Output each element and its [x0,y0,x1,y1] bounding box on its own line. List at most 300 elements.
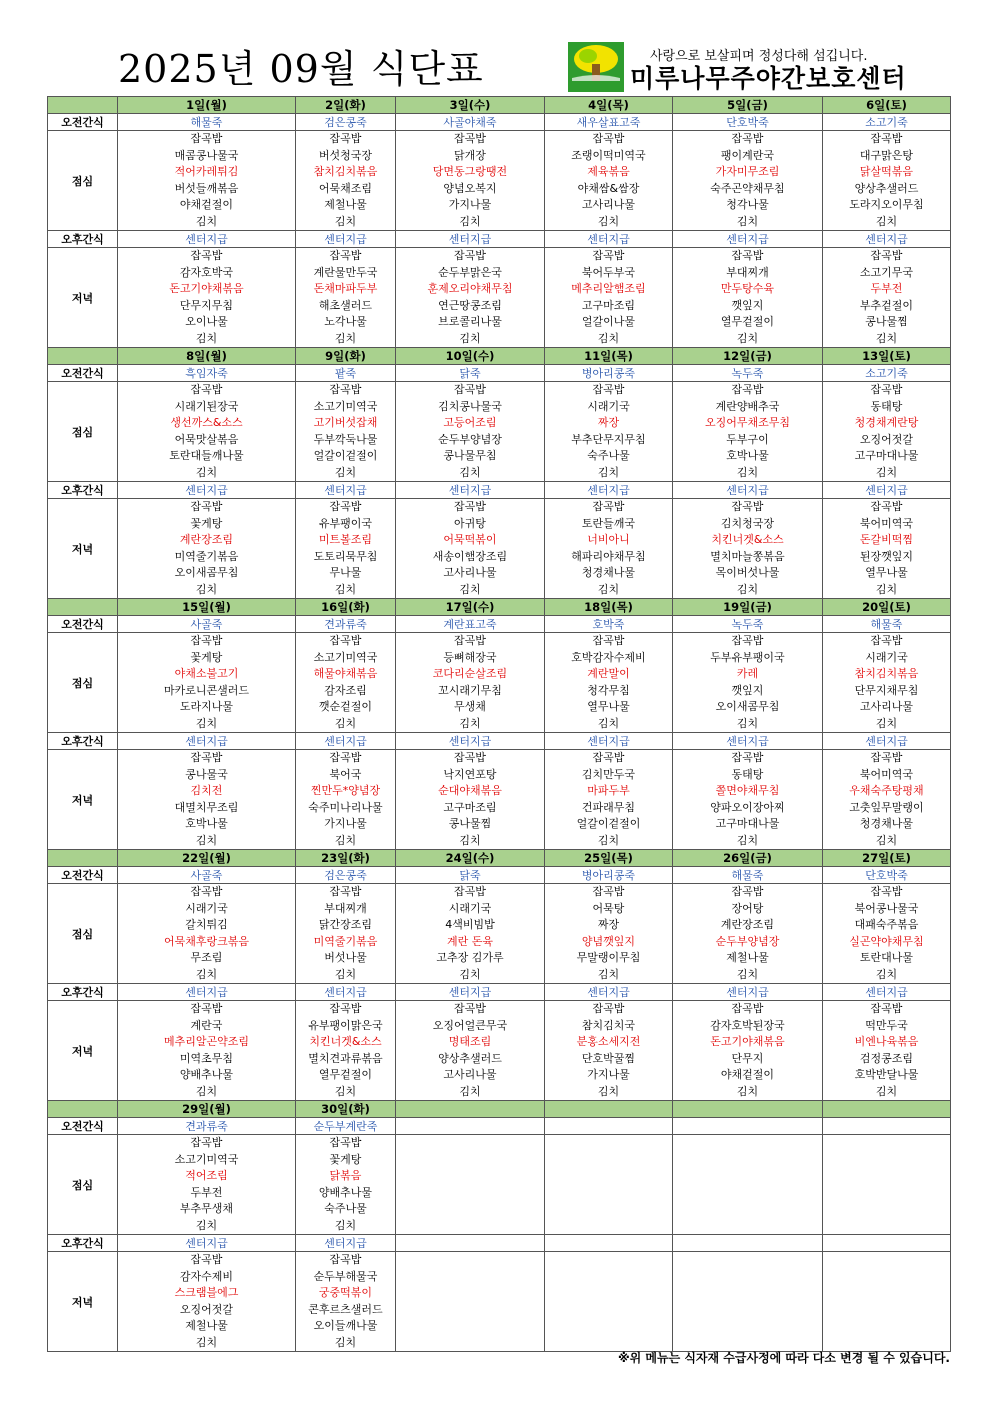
menu-item: 고구마조림 [443,800,497,814]
snack-cell: 사골죽 [118,616,296,633]
snack-cell: 센터지급 [296,231,396,248]
meal-cell [118,248,296,348]
menu-item: 훈제오리야채무침 [427,282,513,295]
menu-item: 잡곡밥 [329,634,362,647]
menu-item [823,1285,950,1302]
meal-cell [823,1001,951,1101]
date-cell: 20일(토) [823,599,951,616]
menu-item: 야채쌈&쌈장 [577,181,640,195]
menu-item [396,1201,544,1218]
menu-item: 김치 [334,465,357,479]
menu-item: 잡곡밥 [190,383,223,396]
lunch-row-label: 점심 [48,633,118,733]
menu-item: 잡곡밥 [454,1002,486,1015]
menu-item: 감자수제비 [179,1269,234,1283]
menu-item: 검정콩조림 [859,1051,914,1065]
snack-cell: 센터지급 [118,482,296,499]
menu-item [823,1152,950,1169]
menu-item: 잡곡밥 [454,751,486,764]
menu-item: 제육볶음 [587,165,630,178]
snack-cell: 센터지급 [673,984,823,1001]
snack-cell: 흑임자죽 [118,365,296,382]
menu-item: 김치 [334,582,357,596]
menu-item: 순대야채볶음 [438,784,502,797]
menu-item: 잡곡밥 [329,1136,362,1149]
menu-item: 김치 [597,465,620,479]
menu-item: 김치 [195,465,218,479]
menu-item: 4색비빔밥 [445,918,495,931]
morning-snack-row-label: 오전간식 [48,867,118,884]
menu-item: 김치 [875,465,898,479]
meal-cell [673,633,823,733]
date-row-corner [48,97,118,114]
menu-item: 김치전 [190,784,223,797]
morning-snack-row-label: 오전간식 [48,1118,118,1135]
page-title: 2025년 09월 식단표 [118,47,484,91]
menu-item: 짜장 [597,918,620,931]
menu-item: 조랭이떡미역국 [571,148,646,162]
menu-item: 너비아니 [587,533,630,546]
date-cell: 8일(월) [118,348,296,365]
menu-item: 시래기국 [587,399,630,413]
menu-item: 꽃게탕 [190,650,223,664]
date-cell [545,1101,673,1118]
snack-cell: 단호박죽 [673,114,823,131]
menu-item: 고등어조림 [443,416,497,429]
menu-item: 단무지무침 [179,298,234,312]
snack-cell: 소고기죽 [823,114,951,131]
meal-cell [396,750,545,850]
menu-item: 김치 [459,1084,481,1098]
menu-item: 잡곡밥 [870,383,903,396]
menu-item: 김치 [459,716,481,730]
menu-item: 잡곡밥 [870,249,903,262]
date-cell: 24일(수) [396,850,545,867]
menu-item: 김치 [736,1084,759,1098]
snack-cell: 센터지급 [396,733,545,750]
menu-item [545,1269,672,1286]
snack-cell: 센터지급 [823,231,951,248]
menu-item: 김치 [597,331,620,345]
meal-cell [296,499,396,599]
meal-cell [823,884,951,984]
snack-cell [545,1118,673,1135]
menu-item: 쫄면야채무침 [715,784,780,797]
menu-item: 잡곡밥 [592,885,625,898]
menu-table [47,96,951,1352]
meal-cell [673,1135,823,1235]
menu-item: 단무지 [731,1051,764,1065]
menu-item: 김치 [334,833,357,847]
menu-item: 갈치튀김 [185,918,228,931]
menu-item: 스크램블에그 [174,1286,239,1299]
afternoon-snack-row-label: 오후간식 [48,482,118,499]
date-cell: 25일(목) [545,850,673,867]
menu-item [823,1218,950,1235]
menu-item: 부추겉절이 [859,298,914,312]
menu-item: 김치 [736,214,759,228]
menu-item [396,1218,544,1235]
menu-item [823,1269,950,1286]
date-cell: 18일(목) [545,599,673,616]
menu-item: 어묵채후랑크볶음 [163,934,249,948]
afternoon-snack-row-label: 오후간식 [48,733,118,750]
morning-snack-row-label: 오전간식 [48,616,118,633]
lunch-row-label: 점심 [48,131,118,231]
menu-item: 팽이계란국 [720,148,775,162]
meal-cell [118,633,296,733]
menu-item: 닭볶음 [329,1169,362,1182]
menu-item: 잡곡밥 [190,249,223,262]
menu-item: 열무겉절이 [720,315,775,328]
dinner-row [48,499,951,599]
menu-item: 유부팽이국 [318,516,373,530]
menu-item: 만두탕수육 [720,282,775,295]
lunch-row [48,131,951,231]
menu-item: 어묵떡볶이 [443,533,497,546]
meal-cell [823,382,951,482]
menu-item: 고구마대나물 [715,817,780,830]
menu-item: 김치 [875,1084,898,1098]
menu-item [545,1285,672,1302]
menu-item: 도라지나물 [179,700,234,713]
snack-cell: 센터지급 [673,231,823,248]
menu-item: 청경채나물 [581,566,636,579]
date-row [48,97,951,114]
menu-item: 김치 [736,582,759,596]
snack-cell: 센터지급 [396,984,545,1001]
menu-item: 도토리묵무침 [313,549,378,563]
morning-snack-row-label: 오전간식 [48,114,118,131]
snack-cell: 검은콩죽 [296,867,396,884]
lunch-row-label: 점심 [48,1135,118,1235]
menu-item: 가자미무조림 [715,165,780,178]
menu-item: 매콤콩나물국 [174,148,239,162]
dinner-row [48,750,951,850]
menu-item [396,1168,544,1185]
snack-cell: 호박죽 [545,616,673,633]
snack-cell [673,1118,823,1135]
menu-item: 동태탕 [870,399,903,413]
slogan: 사랑으로 보살피며 정성다해 섬깁니다. [650,49,868,64]
date-cell: 10일(수) [396,348,545,365]
menu-item: 토란들깨국 [581,516,636,530]
dinner-row [48,248,951,348]
menu-item: 두부구이 [726,432,769,446]
menu-item: 잡곡밥 [329,383,362,396]
menu-item: 김치 [195,1084,218,1098]
snack-cell: 센터지급 [673,733,823,750]
menu-item: 장어탕 [731,901,764,915]
menu-item: 무조림 [190,951,223,964]
snack-cell: 사골죽 [118,867,296,884]
dinner-row [48,1252,951,1352]
menu-item: 두부깍둑나물 [313,432,378,446]
menu-item: 양상추샐러드 [438,1051,502,1065]
meal-cell [545,248,673,348]
menu-item: 고사리나물 [443,1068,497,1081]
meal-cell [396,633,545,733]
menu-item: 숙주나물 [587,449,630,462]
meal-cell [296,633,396,733]
menu-item [673,1302,822,1319]
menu-item: 호박감자수제비 [571,650,646,664]
menu-item: 잡곡밥 [870,132,903,145]
menu-item: 잡곡밥 [731,132,764,145]
snack-cell [396,1235,545,1252]
menu-item: 김치 [459,214,481,228]
date-row [48,1101,951,1118]
menu-item: 김치 [195,1218,218,1232]
snack-cell [545,1235,673,1252]
menu-item: 단호박꿀찜 [581,1051,636,1065]
snack-cell: 해물죽 [823,616,951,633]
date-cell: 11일(목) [545,348,673,365]
date-cell: 6일(토) [823,97,951,114]
menu-item: 미역줄기볶음 [313,934,378,948]
menu-item: 멸치견과류볶음 [308,1051,383,1065]
menu-item: 건파래무침 [581,800,636,814]
menu-item: 열무나물 [865,566,908,579]
menu-item: 계란양배추국 [715,399,780,413]
menu-item: 분홍소세지전 [576,1035,641,1048]
snack-cell: 순두부계란죽 [296,1118,396,1135]
menu-item: 잡곡밥 [870,500,903,513]
menu-item: 김치 [736,833,759,847]
meal-cell [396,1001,545,1101]
menu-item: 잡곡밥 [454,249,486,262]
menu-item: 북어미역국 [859,767,914,781]
menu-item: 궁중떡볶이 [318,1286,373,1299]
menu-item [823,1185,950,1202]
menu-item: 계란장조림 [179,533,234,546]
date-cell: 23일(화) [296,850,396,867]
menu-item: 어묵맛살볶음 [174,432,239,446]
snack-cell: 센터지급 [118,231,296,248]
menu-item: 잡곡밥 [731,500,764,513]
menu-item [545,1135,672,1152]
snack-cell: 센터지급 [545,984,673,1001]
meal-cell [296,884,396,984]
menu-item: 잡곡밥 [190,132,223,145]
snack-cell: 해물죽 [118,114,296,131]
meal-cell [673,750,823,850]
date-cell [823,1101,951,1118]
menu-item: 닭개장 [454,148,486,162]
menu-item: 김치 [195,716,218,730]
menu-item: 잡곡밥 [870,885,903,898]
menu-item: 잡곡밥 [454,634,486,647]
menu-item: 고사리나물 [581,198,636,211]
menu-item: 대패숙주볶음 [854,918,919,931]
menu-item: 잡곡밥 [190,1002,223,1015]
date-cell [396,1101,545,1118]
menu-item: 오이나물 [185,315,228,328]
menu-item: 북어국 [329,767,362,781]
menu-item: 소고기미역국 [313,399,378,413]
menu-item: 잡곡밥 [731,885,764,898]
menu-item: 김치 [875,833,898,847]
menu-item: 제철나물 [185,1319,228,1332]
menu-item: 얼갈이겉절이 [313,449,378,462]
menu-item: 어묵탕 [592,901,625,915]
menu-item: 목이버섯나물 [715,566,780,579]
menu-item: 콩나물무침 [443,449,497,462]
morning-snack-row [48,365,951,382]
menu-item: 등뼈해장국 [443,650,497,664]
afternoon-snack-row-label: 오후간식 [48,231,118,248]
snack-cell: 센터지급 [545,482,673,499]
menu-item: 미역초무침 [179,1051,234,1065]
menu-item: 계란물만두국 [313,265,378,279]
menu-item: 아귀탕 [454,516,486,530]
menu-item: 잡곡밥 [592,249,625,262]
menu-item: 코다리순살조림 [432,667,508,680]
menu-item: 김치 [459,331,481,345]
menu-item: 김치 [597,967,620,981]
menu-item: 김치 [736,331,759,345]
menu-item: 새송이햄장조림 [432,549,508,563]
menu-item [673,1318,822,1335]
date-cell: 29일(월) [118,1101,296,1118]
meal-cell [396,1252,545,1352]
menu-item: 김치콩나물국 [438,399,502,413]
meal-cell [118,1001,296,1101]
menu-item [673,1201,822,1218]
menu-item: 마파두부 [587,784,630,797]
afternoon-snack-row [48,733,951,750]
menu-item [545,1302,672,1319]
menu-item: 잡곡밥 [454,383,486,396]
menu-item: 마카로니콘샐러드 [163,683,249,697]
snack-cell: 센터지급 [296,1235,396,1252]
snack-cell: 새우살표고죽 [545,114,673,131]
date-cell: 1일(월) [118,97,296,114]
menu-item: 잡곡밥 [731,383,764,396]
menu-item [673,1185,822,1202]
menu-item: 된장깻잎지 [859,549,914,563]
menu-item: 북어두부국 [581,265,636,279]
menu-item [673,1218,822,1235]
meal-cell [545,382,673,482]
menu-item: 해초샐러드 [318,298,373,312]
meal-cell [296,1001,396,1101]
menu-item: 잡곡밥 [592,634,625,647]
meal-cell [545,750,673,850]
menu-item: 참치김치볶음 [313,165,378,178]
menu-item: 대구맑은탕 [859,148,914,162]
menu-item: 김치 [334,716,357,730]
meal-cell [296,1252,396,1352]
morning-snack-row [48,616,951,633]
meal-cell [823,1252,951,1352]
menu-item [823,1302,950,1319]
menu-item: 부대찌개 [726,265,769,279]
menu-item: 깻잎지 [731,298,764,312]
lunch-row [48,1135,951,1235]
date-row-corner [48,1101,118,1118]
menu-item: 깻순겉절이 [318,700,373,713]
menu-item: 잡곡밥 [731,634,764,647]
menu-item: 양배추나물 [318,1185,373,1199]
menu-item: 잡곡밥 [329,249,362,262]
date-cell: 22일(월) [118,850,296,867]
menu-item: 해물야채볶음 [313,667,378,680]
meal-cell [396,248,545,348]
date-cell: 30일(화) [296,1101,396,1118]
menu-item: 북어콩나물국 [854,901,919,915]
menu-item [545,1185,672,1202]
meal-cell [545,1001,673,1101]
meal-cell [296,1135,396,1235]
menu-item: 치킨너겟&소스 [711,533,784,546]
snack-cell: 녹두죽 [673,616,823,633]
menu-item: 단무지채무침 [854,683,919,697]
menu-item: 김치 [597,833,620,847]
menu-item: 두부유부팽이국 [710,650,785,664]
menu-item: 고구마조림 [581,298,636,312]
menu-item: 계란장조림 [720,918,775,931]
menu-item: 돈갈비떡찜 [859,533,914,546]
meal-cell [545,633,673,733]
menu-item: 꽃게탕 [190,516,223,530]
menu-item: 김치 [736,967,759,981]
menu-item: 오이들깨나물 [313,1319,378,1332]
menu-item: 김치 [334,331,357,345]
date-cell: 2일(화) [296,97,396,114]
menu-item: 토란대들깨나물 [169,449,244,462]
menu-item: 닭간장조림 [318,918,373,931]
menu-item: 김치 [195,833,218,847]
meal-cell [118,131,296,231]
afternoon-snack-row [48,482,951,499]
snack-cell: 소고기죽 [823,365,951,382]
menu-item: 부대찌개 [324,901,367,915]
menu-item: 숙주나물 [324,1202,367,1215]
menu-item [545,1252,672,1269]
menu-item: 잡곡밥 [592,132,625,145]
menu-item: 부추단무지무침 [571,432,646,446]
menu-item: 김치 [195,582,218,596]
meal-cell [823,131,951,231]
menu-item: 청각나물 [726,198,769,211]
menu-item: 북어미역국 [859,516,914,530]
date-row [48,599,951,616]
meal-cell [296,131,396,231]
menu-item [673,1252,822,1269]
meal-cell [673,1252,823,1352]
menu-item: 대멸치무조림 [174,800,239,814]
menu-item: 오징어젓갈 [859,432,914,446]
menu-item: 우채숙주탕평채 [849,784,924,797]
date-cell: 13일(토) [823,348,951,365]
menu-item: 청각무침 [587,683,630,697]
snack-cell: 센터지급 [545,231,673,248]
menu-item: 잡곡밥 [454,885,486,898]
menu-item: 숙주곤약채무침 [710,181,785,195]
menu-item: 잡곡밥 [329,132,362,145]
footer-note: ※위 메뉴는 식자재 수급사정에 따라 다소 변경 될 수 있습니다. [617,1351,950,1365]
meal-cell [296,382,396,482]
menu-item: 명태조림 [448,1035,492,1048]
menu-item: 김치청국장 [720,516,775,530]
meal-cell [823,1135,951,1235]
snack-cell: 단호박죽 [823,867,951,884]
snack-cell: 센터지급 [296,984,396,1001]
menu-item: 김치 [459,582,481,596]
menu-item: 감자호박된장국 [710,1018,785,1032]
menu-item: 짜장 [597,416,620,429]
